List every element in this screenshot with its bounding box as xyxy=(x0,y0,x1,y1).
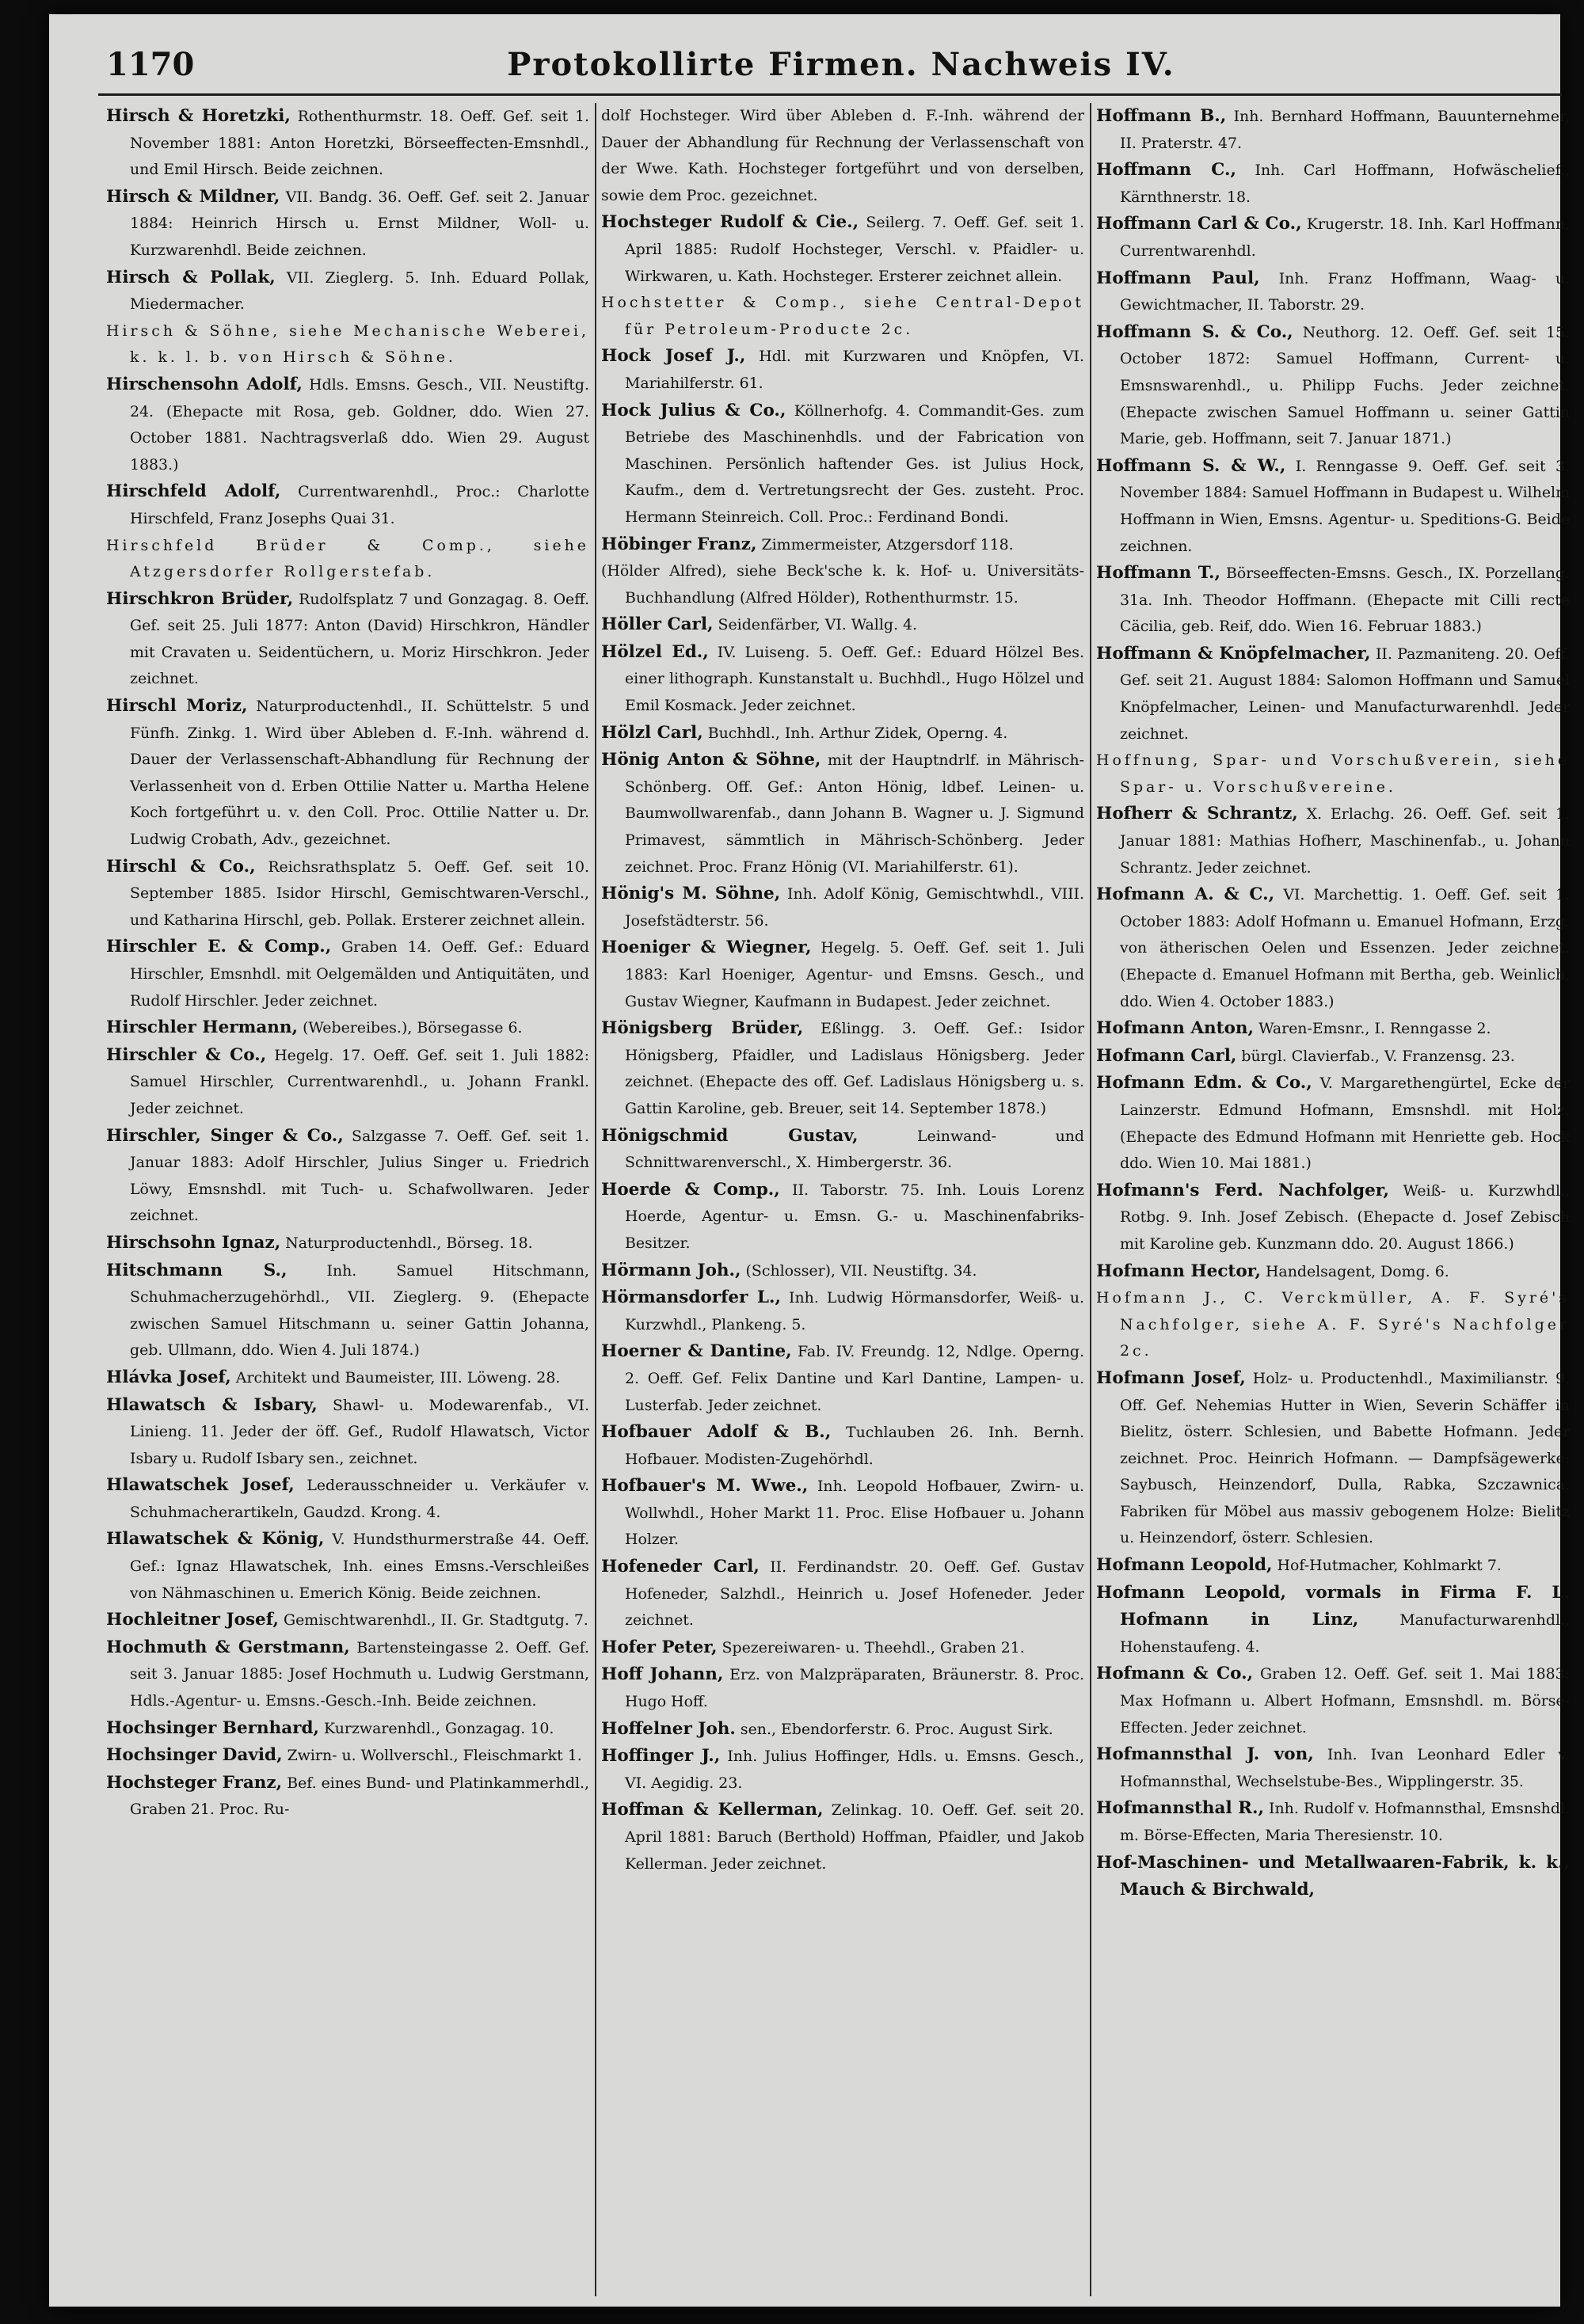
entry-firm-name: Hofmann & Co., xyxy=(1096,1664,1254,1684)
entry-text: Eßlingg. 3. Oeff. Gef.: Isidor Hönigsberg, Pfaidler, und Ladislaus Hönigsberg. Jeder zeichnet. (Ehepacte des off. Gef. Ladislaus Hönigsberg u. s. Gattin Karoline, geb. Breuer, seit 14. September 1878.) xyxy=(625,1020,1084,1117)
entry-firm-name: Hofmann Edm. & Co., xyxy=(1096,1073,1312,1094)
entry-firm-name: Hoffmann & Knöpfelmacher, xyxy=(1096,643,1371,664)
directory-entry xyxy=(106,264,589,318)
entry-text: Erz. von Malzpräparaten, Bräunerstr. 8. Proc. Hugo Hoff. xyxy=(625,1666,1084,1711)
directory-entry xyxy=(1096,103,1570,157)
entry-text: Buchhdl., Inh. Arthur Zidek, Operng. 4. xyxy=(707,724,1008,742)
directory-entry xyxy=(1096,157,1570,211)
directory-entry xyxy=(1096,1365,1570,1552)
entry-firm-name: Hofer Peter, xyxy=(601,1637,718,1657)
entry-firm-name: Hlawatsch & Isbary, xyxy=(106,1394,318,1415)
entry-text: Spezereiwaren- u. Theehdl., Graben 21. xyxy=(722,1638,1025,1656)
directory-entry xyxy=(106,533,589,586)
directory-entry xyxy=(601,290,1084,343)
entry-firm-name: Hoffmann Paul, xyxy=(1096,268,1260,288)
entry-firm-name: Hirschl & Co., xyxy=(106,856,256,877)
entry-text: Gemischtwarenhdl., II. Gr. Stadtgutg. 7. xyxy=(284,1611,588,1630)
directory-entry xyxy=(1096,1177,1570,1258)
directory-entry xyxy=(1096,641,1570,747)
column-divider xyxy=(1090,103,1091,2296)
entry-firm-name: Hofmann Leopold, vormals in Firma F. L. Hofmann in Linz, xyxy=(1096,1582,1570,1630)
entry-text: Weiß- u. Kurzwhdl., Rotbg. 9. Inh. Josef Zebisch. (Ehepacte d. Josef Zebisch mit Karoline geb. Kunzmann ddo. 20. August 1866.) xyxy=(1120,1181,1570,1253)
entry-firm-name: Hirsch & Horetzki, xyxy=(106,106,291,126)
directory-entry xyxy=(601,1123,1084,1177)
column-divider xyxy=(595,103,596,2296)
entry-text: II. Taborstr. 75. Inh. Louis Lorenz Hoerde, Agentur- u. Emsn. G.- u. Maschinenfabriks-Besitzer. xyxy=(625,1181,1084,1252)
entry-firm-name: Hofmann's Ferd. Nachfolger, xyxy=(1096,1180,1390,1200)
entry-text: Seidenfärber, VI. Wallg. 4. xyxy=(718,616,918,634)
directory-entry xyxy=(106,318,589,371)
directory-entry xyxy=(1096,1580,1570,1661)
directory-entry xyxy=(601,103,1084,209)
directory-entry xyxy=(106,1715,589,1743)
entry-text: mit der Hauptndrlf. in Mährisch-Schönberg. Off. Gef.: Anton Hönig, ldbef. Leinen- u. Baumwollwarenfab., dann Johann B. Wagner u. J. Sigmund Primavest, sämmtlich in Mährisch-Schönberg. Jeder zeichnet. Proc. Franz Hönig (VI. Mariahilferstr. 61). xyxy=(625,751,1084,876)
directory-entry xyxy=(1096,747,1570,801)
directory-entry xyxy=(1096,1043,1570,1071)
entry-text: Hirschfeld Brüder & Comp., siehe Atzgersdorfer Rollgerstefab. xyxy=(106,536,589,581)
entry-text: Inh. Rudolf v. Hofmannsthal, Emsnshdl. m. Börse-Effecten, Maria Theresienstr. 10. xyxy=(1120,1800,1570,1844)
entry-text: Inh. Samuel Hitschmann, Schuhmacherzugehörhdl., VII. Zieglerg. 9. (Ehepacte zwischen Samuel Hitschmann u. seiner Gattin Johanna, geb. Ullmann, ddo. Wien 4. Juli 1874.) xyxy=(130,1261,589,1360)
directory-entry xyxy=(106,1123,589,1230)
entry-firm-name: Hochsinger David, xyxy=(106,1745,283,1766)
directory-entry xyxy=(106,1014,589,1042)
directory-entry xyxy=(1096,1741,1570,1795)
entry-firm-name: Hoff Johann, xyxy=(601,1664,724,1685)
entry-text: Salzgasse 7. Oeff. Gef. seit 1. Januar 1883: Adolf Hirschler, Julius Singer u. Friedrich Löwy, Emsnshdl. mit Tuch- u. Schafwollwaren. Jeder zeichnet. xyxy=(130,1127,589,1225)
directory-entry xyxy=(1096,1070,1570,1177)
directory-entry xyxy=(601,1419,1084,1473)
entry-text: Hochstetter & Comp., siehe Central-Depot für Petroleum-Producte 2c. xyxy=(601,294,1084,338)
entry-text: VII. Zieglerg. 5. Inh. Eduard Pollak, Miedermacher. xyxy=(130,268,589,314)
directory-page xyxy=(49,14,1570,2307)
entry-firm-name: Hönig Anton & Söhne, xyxy=(601,750,821,770)
entry-text: Tuchlauben 26. Inh. Bernh. Hofbauer. Modisten-Zugehörhdl. xyxy=(625,1424,1084,1468)
directory-entry xyxy=(601,397,1084,531)
directory-entry xyxy=(1096,881,1570,1015)
entry-text: Seilerg. 7. Oeff. Gef. seit 1. April 1885: Rudolf Hochsteger, Verschl. v. Pfaidler- u. Wirkwaren, u. Kath. Hochsteger. Ersterer zeichnet allein. xyxy=(625,214,1084,285)
entry-firm-name: Hirschler Hermann, xyxy=(106,1017,299,1038)
entry-firm-name: Hock Julius & Co., xyxy=(601,400,786,420)
entry-firm-name: Hofmann Carl, xyxy=(1096,1045,1237,1066)
entry-text: Hofmann J., C. Verckmüller, A. F. Syré's Nachfolger, siehe A. F. Syré's Nachfolger 2c. xyxy=(1096,1289,1570,1360)
entry-text: X. Erlachg. 26. Oeff. Gef. seit 1. Januar 1881: Mathias Hofherr, Maschinenfab., u. Johann Schrantz. Jeder zeichnet. xyxy=(1120,805,1570,877)
entry-firm-name: Hölzel Ed., xyxy=(601,641,709,662)
directory-entry xyxy=(106,1634,589,1715)
entry-firm-name: Hönigschmid Gustav, xyxy=(601,1125,859,1146)
entry-firm-name: Hoeniger & Wiegner, xyxy=(601,938,812,958)
directory-entry xyxy=(601,639,1084,720)
entry-firm-name: Höller Carl, xyxy=(601,614,714,635)
entry-text: Hdls. Emsns. Gesch., VII. Neustiftg. 24. (Ehepacte mit Rosa, geb. Goldner, ddo. Wien 27. October 1881. Nachtragsverlaß ddo. Wien 29. August 1883.) xyxy=(130,375,589,474)
entry-firm-name: Hoerde & Comp., xyxy=(601,1179,780,1200)
directory-entry xyxy=(601,209,1084,290)
entry-text: Bartensteingasse 2. Oeff. Gef. seit 3. Januar 1885: Josef Hochmuth u. Ludwig Gerstmann, Hdls.-Agentur- u. Emsns.-Gesch.-Inh. Beide zeichnen. xyxy=(130,1638,589,1710)
entry-text: Waren-Emsnr., I. Renngasse 2. xyxy=(1258,1020,1491,1038)
directory-entry xyxy=(106,1230,589,1257)
entry-text: Inh. Adolf König, Gemischtwhdl., VIII. Josefstädterstr. 56. xyxy=(625,885,1084,930)
entry-firm-name: Hirschler E. & Comp., xyxy=(106,937,332,957)
entry-firm-name: Hirsch & Mildner, xyxy=(106,186,280,207)
entry-text: Fab. IV. Freundg. 12, Ndlge. Operng. 2. Oeff. Gef. Felix Dantine und Karl Dantine, Lampen- u. Lusterfab. Jeder zeichnet. xyxy=(625,1343,1084,1414)
entry-text: (Hölder Alfred), siehe Beck'sche k. k. Hof- u. Universitäts-Buchhandlung (Alfred Hölder), Rothenthurmstr. 15. xyxy=(601,562,1084,607)
entry-text: Graben 14. Oeff. Gef.: Eduard Hirschler, Emsnhdl. mit Oelgemälden und Antiquitäten, und Rudolf Hirschler. Jeder zeichnet. xyxy=(130,938,589,1010)
page-title: Protokollirte Firmen. Nachweis IV. xyxy=(507,46,1175,83)
directory-entry xyxy=(601,1634,1084,1662)
directory-entry xyxy=(1096,560,1570,641)
entry-text: Zelinkag. 10. Oeff. Gef. seit 20. April 1881: Baruch (Berthold) Hoffman, Pfaidler, und Jakob Kellerman. Jeder zeichnet. xyxy=(625,1801,1084,1873)
directory-entry xyxy=(106,693,589,854)
entry-text: Lederausschneider u. Verkäufer v. Schuhmacherartikeln, Gaudzd. Krong. 4. xyxy=(130,1477,589,1521)
entry-text: Shawl- u. Modewarenfab., VI. Linieng. 11. Jeder der öff. Gef., Rudolf Hlawatsch, Victor Isbary u. Rudolf Isbary sen., zeichnet. xyxy=(130,1396,589,1467)
column-2 xyxy=(601,103,1084,2296)
entry-firm-name: Hock Josef J., xyxy=(601,346,746,367)
entry-text: Inh. Julius Hoffinger, Hdls. u. Emsns. Gesch., VI. Aegidig. 23. xyxy=(625,1748,1084,1792)
entry-text: Hegelg. 5. Oeff. Gef. seit 1. Juli 1883: Karl Hoeniger, Agentur- und Emsns. Gesch., und Gustav Wiegner, Kaufmann in Budapest. Jeder zeichnet. xyxy=(625,939,1084,1010)
directory-entry xyxy=(1096,1795,1570,1849)
entry-firm-name: Hochsteger Rudolf & Cie., xyxy=(601,212,859,233)
entry-text: VII. Bandg. 36. Oeff. Gef. seit 2. Januar 1884: Heinrich Hirsch u. Ernst Mildner, Woll- u. Kurzwarenhdl. Beide zeichnen. xyxy=(130,188,589,259)
entry-firm-name: Hoffinger J., xyxy=(601,1746,721,1767)
entry-firm-name: Hirschler & Co., xyxy=(106,1044,267,1065)
directory-entry xyxy=(601,1554,1084,1634)
entry-firm-name: Hoffman & Kellerman, xyxy=(601,1800,824,1820)
directory-entry xyxy=(1096,1660,1570,1741)
directory-entry xyxy=(106,1742,589,1770)
directory-entry xyxy=(106,1392,589,1473)
directory-entry xyxy=(601,343,1084,397)
entry-text: Handelsagent, Domg. 6. xyxy=(1265,1262,1449,1280)
entry-firm-name: Hofmann Anton, xyxy=(1096,1018,1255,1039)
directory-entry xyxy=(601,531,1084,559)
directory-entry xyxy=(1096,1850,1570,1904)
entry-firm-name: Hölzl Carl, xyxy=(601,722,703,743)
directory-entry xyxy=(106,1257,589,1364)
entry-text: Inh. Ivan Leonhard Edler v. Hofmannsthal, Wechselstube-Bes., Wipplingerstr. 35. xyxy=(1120,1746,1570,1790)
entry-firm-name: Hoffmann B., xyxy=(1096,106,1227,126)
directory-entry xyxy=(106,854,589,934)
entry-text: Inh. Leopold Hofbauer, Zwirn- u. Wollwhdl., Hoher Markt 11. Proc. Elise Hofbauer u. Johann Holzer. xyxy=(625,1478,1084,1549)
entry-text: VI. Marchettig. 1. Oeff. Gef. seit 1. October 1883: Adolf Hofmann u. Emanuel Hofmann, Erzg. von ätherischen Oelen und Essenzen. Jeder zeichnet. (Ehepacte d. Emanuel Hofmann mit Bertha, geb. Weinlich, ddo. Wien 4. October 1883.) xyxy=(1120,886,1570,1010)
entry-text: Hof-Hutmacher, Kohlmarkt 7. xyxy=(1277,1557,1502,1575)
entry-firm-name: Hörmansdorfer L., xyxy=(601,1288,781,1308)
entry-firm-name: Hitschmann S., xyxy=(106,1260,287,1280)
entry-firm-name: Hlávka Josef, xyxy=(106,1367,231,1387)
entry-text: Hirsch & Söhne, siehe Mechanische Weberei, k. k. l. b. von Hirsch & Söhne. xyxy=(106,321,589,367)
entry-text: Leinwand- und Schnittwarenverschl., X. Himbergerstr. 36. xyxy=(625,1127,1084,1172)
entry-firm-name: Hirschl Moriz, xyxy=(106,696,248,717)
directory-entry xyxy=(601,881,1084,934)
directory-entry xyxy=(601,1716,1084,1744)
entry-firm-name: Hoffelner Joh. xyxy=(601,1718,736,1739)
entry-text: Reichsrathsplatz 5. Oeff. Gef. seit 10. September 1885. Isidor Hirschl, Gemischtwaren-Verschl., und Katharina Hirschl, geb. Pollak. Ersterer zeichnet allein. xyxy=(130,858,589,929)
entry-text: Inh. Carl Hoffmann, Hofwäschelief., Kärnthnerstr. 18. xyxy=(1120,162,1570,206)
entry-text: Kurzwarenhdl., Gonzagag. 10. xyxy=(324,1719,554,1737)
directory-entry xyxy=(106,1770,589,1824)
directory-entry xyxy=(1096,1552,1570,1580)
entry-text: Currentwarenhdl., Proc.: Charlotte Hirschfeld, Franz Josephs Quai 31. xyxy=(130,483,589,527)
directory-entry xyxy=(601,1797,1084,1877)
entry-text: V. Margarethengürtel, Ecke der Lainzerstr. Edmund Hofmann, Emsnshdl. mit Holz. (Ehepacte des Edmund Hofmann mit Henriette geb. Hock ddo. Wien 10. Mai 1881.) xyxy=(1120,1075,1570,1173)
directory-entry xyxy=(1096,1015,1570,1043)
entry-firm-name: Hoffmann T., xyxy=(1096,563,1220,584)
entry-text: Naturproductenhdl., Börseg. 18. xyxy=(285,1234,533,1252)
entry-firm-name: Hönig's M. Söhne, xyxy=(601,884,781,904)
entry-text: sen., Ebendorferstr. 6. Proc. August Sirk. xyxy=(740,1720,1053,1738)
directory-entry xyxy=(601,1338,1084,1419)
entry-text: Hegelg. 17. Oeff. Gef. seit 1. Juli 1882: Samuel Hirschler, Currentwarenhdl., u. Johann Frankl. Jeder zeichnet. xyxy=(130,1046,589,1117)
directory-entry xyxy=(106,1607,589,1634)
entry-text: Rudolfsplatz 7 und Gonzagag. 8. Oeff. Gef. seit 25. Juli 1877: Anton (David) Hirschkron, Händler mit Cravaten u. Seidentüchern, u. Moriz Hirschkron. Jeder zeichnet. xyxy=(130,590,589,688)
entry-firm-name: Hönigsberg Brüder, xyxy=(601,1018,804,1039)
header-rule xyxy=(98,93,1562,96)
entry-firm-name: Hochmuth & Gerstmann, xyxy=(106,1637,350,1657)
entry-text: I. Renngasse 9. Oeff. Gef. seit 3. November 1884: Samuel Hoffmann in Budapest u. Wilhelm Hoffmann in Wien, Emsns. Agentur- u. Speditions-G. Beide zeichnen. xyxy=(1120,457,1570,555)
entry-text: Hoffnung, Spar- und Vorschußverein, siehe Spar- u. Vorschußvereine. xyxy=(1096,751,1570,796)
directory-entry xyxy=(106,184,589,264)
entry-text: Zimmermeister, Atzgersdorf 118. xyxy=(761,535,1014,553)
entry-text: Bef. eines Bund- und Platinkammerhdl., Graben 21. Proc. Ru- xyxy=(130,1774,589,1819)
directory-entry xyxy=(601,1257,1084,1285)
directory-entry xyxy=(1096,1258,1570,1286)
entry-firm-name: Hirschfeld Adolf, xyxy=(106,481,281,502)
entry-firm-name: Höbinger Franz, xyxy=(601,534,757,554)
entry-text: Rothenthurmstr. 18. Oeff. Gef. seit 1. November 1881: Anton Horetzki, Börseeffecten-Emsnhdl., und Emil Hirsch. Beide zeichnen. xyxy=(130,108,589,179)
entry-text: (Webereibes.), Börsegasse 6. xyxy=(303,1019,523,1037)
entry-firm-name: Hoffmann S. & W., xyxy=(1096,455,1286,476)
directory-entry xyxy=(106,1042,589,1123)
directory-entry xyxy=(601,1284,1084,1338)
entry-firm-name: Hof-Maschinen- und Metallwaaren-Fabrik, k. k., Mauch & Birchwald, xyxy=(1096,1852,1570,1900)
entry-text: V. Hundsthurmerstraße 44. Oeff. Gef.: Ignaz Hlawatschek, Inh. eines Emsns.-Verschleißes von Nähmaschinen u. Emerich König. Beide zeichnen. xyxy=(130,1531,589,1602)
directory-entry xyxy=(601,747,1084,881)
entry-text: Inh. Franz Hoffmann, Waag- u. Gewichtmacher, II. Taborstr. 29. xyxy=(1120,269,1570,314)
entry-firm-name: Hochsteger Franz, xyxy=(106,1772,283,1793)
entry-text: Zwirn- u. Wollverschl., Fleischmarkt 1. xyxy=(287,1747,582,1765)
entry-firm-name: Hofmann Josef, xyxy=(1096,1367,1246,1388)
column-3 xyxy=(1096,103,1570,2296)
directory-entry xyxy=(1096,265,1570,319)
directory-entry xyxy=(1096,211,1570,264)
entry-text: dolf Hochsteger. Wird über Ableben d. F.-Inh. während der Dauer der Abhandlung für Rechnung der Verlassenschaft von der Wwe. Kath. Hochsteger fortgeführt und von derselben, sowie dem Proc. gezeichnet. xyxy=(601,107,1084,204)
entry-firm-name: Hirschler, Singer & Co., xyxy=(106,1125,344,1146)
entry-text: Krugerstr. 18. Inh. Karl Hoffmann, Currentwarenhdl. xyxy=(1120,215,1570,260)
entry-text: Architekt und Baumeister, III. Löweng. 28. xyxy=(235,1368,561,1386)
directory-entry xyxy=(106,371,589,478)
entry-firm-name: Hofmannsthal J. von, xyxy=(1096,1744,1314,1765)
entry-firm-name: Hofbauer's M. Wwe., xyxy=(601,1476,809,1497)
directory-entry xyxy=(601,1177,1084,1257)
directory-entry xyxy=(601,720,1084,747)
entry-firm-name: Hoffmann Carl & Co., xyxy=(1096,214,1302,234)
page-number: 1170 xyxy=(106,46,195,83)
entry-firm-name: Hoerner & Dantine, xyxy=(601,1341,792,1362)
entry-firm-name: Hofmann A. & C., xyxy=(1096,884,1275,905)
entry-firm-name: Hlawatschek Josef, xyxy=(106,1475,295,1496)
directory-entry xyxy=(601,1661,1084,1715)
directory-entry xyxy=(601,611,1084,639)
entry-firm-name: Hofmannsthal R., xyxy=(1096,1798,1264,1819)
entry-firm-name: Hochleitner Josef, xyxy=(106,1610,280,1630)
entry-firm-name: Hofherr & Schrantz, xyxy=(1096,804,1298,824)
directory-entry xyxy=(1096,801,1570,881)
entry-firm-name: Hofeneder Carl, xyxy=(601,1557,760,1577)
directory-entry xyxy=(601,1743,1084,1797)
entry-firm-name: Hoffmann C., xyxy=(1096,160,1236,181)
entry-text: Inh. Ludwig Hörmansdorfer, Weiß- u. Kurzwhdl., Plankeng. 5. xyxy=(625,1289,1084,1333)
directory-entry xyxy=(106,1472,589,1526)
entry-text: II. Ferdinandstr. 20. Oeff. Gef. Gustav Hofeneder, Salzhdl., Heinrich u. Josef Hofeneder. Jeder zeichnet. xyxy=(625,1558,1084,1630)
entry-firm-name: Hörmann Joh., xyxy=(601,1260,741,1280)
directory-entry xyxy=(601,934,1084,1015)
directory-entry xyxy=(1096,453,1570,560)
directory-entry xyxy=(106,478,589,532)
directory-entry xyxy=(601,1473,1084,1554)
entry-text: Inh. Bernhard Hoffmann, Bauunternehmer, II. Praterstr. 47. xyxy=(1120,108,1570,152)
directory-entry xyxy=(601,558,1084,611)
entry-text: Naturproductenhdl., II. Schüttelstr. 5 und Fünfh. Zinkg. 1. Wird über Ableben d. F.-Inh. während d. Dauer der Verlassenschaft-Abhandlung für Rechnung der Verlassenheit von d. Erben Ottilie Natter u. Martha Helene Koch fortgeführt u. v. den Coll. Proc. Ottilie Natter u. Dr. Ludwig Crobath, Adv., gezeichnet. xyxy=(130,698,589,849)
entry-firm-name: Hofmann Leopold, xyxy=(1096,1555,1273,1576)
entry-text: bürgl. Clavierfab., V. Franzensg. 23. xyxy=(1241,1047,1515,1065)
entry-text: Graben 12. Oeff. Gef. seit 1. Mai 1883: Max Hofmann u. Albert Hofmann, Emsnshdl. m. Börse-Effecten. Jeder zeichnet. xyxy=(1120,1665,1570,1736)
entry-text: Manufacturwarenhdl., Hohenstaufeng. 4. xyxy=(1120,1611,1570,1656)
entry-firm-name: Hirschensohn Adolf, xyxy=(106,374,303,394)
entry-firm-name: Hoffmann S. & Co., xyxy=(1096,321,1293,342)
entry-text: Hdl. mit Kurzwaren und Knöpfen, VI. Mariahilferstr. 61. xyxy=(625,348,1084,392)
entry-firm-name: Hirschkron Brüder, xyxy=(106,588,294,609)
directory-entry xyxy=(106,103,589,184)
entry-text: Börseeffecten-Emsns. Gesch., IX. Porzellang. 31a. Inh. Theodor Hoffmann. (Ehepacte mit Cilli recte Cäcilia, geb. Reif, ddo. Wien 16. Februar 1883.) xyxy=(1120,565,1570,636)
directory-entry xyxy=(1096,1285,1570,1365)
entry-text: Neuthorg. 12. Oeff. Gef. seit 15. October 1872: Samuel Hoffmann, Current- u. Emsnswarenhdl., u. Philipp Fuchs. Jeder zeichnet. (Ehepacte zwischen Samuel Hoffmann u. seiner Gattin Marie, geb. Hoffmann, seit 7. Januar 1871.) xyxy=(1120,323,1570,448)
directory-entry xyxy=(106,586,589,693)
entry-text: (Schlosser), VII. Neustiftg. 34. xyxy=(745,1261,977,1280)
directory-entry xyxy=(1096,319,1570,453)
entry-text: Holz- u. Productenhdl., Maximilianstr. 9. Off. Gef. Nehemias Hutter in Wien, Severin Schäffer in Bielitz, österr. Schlesien, und Babette Hofmann. Jeder zeichnet. Proc. Heinrich Hofmann. — Dampfsägewerke: Saybusch, Heinzendorf, Dulla, Rabka, Szczawnica. Fabriken für Möbel aus massiv gebogenem Holze: Bielitz u. Heinzendorf, österr. Schlesien. xyxy=(1120,1369,1570,1547)
entry-text: II. Pazmaniteng. 20. Oeff. Gef. seit 21. August 1884: Salomon Hoffmann und Samuel Knöpfelmacher, Leinen- und Manufacturwarenhdl. Jeder zeichnet. xyxy=(1120,645,1570,743)
directory-entry xyxy=(106,1364,589,1392)
entry-text: IV. Luiseng. 5. Oeff. Gef.: Eduard Hölzel Bes. einer lithograph. Kunstanstalt u. Buchhdl., Hugo Hölzel und Emil Kosmack. Jeder zeichnet. xyxy=(625,643,1084,715)
entry-firm-name: Hirsch & Pollak, xyxy=(106,267,276,287)
directory-entry xyxy=(601,1015,1084,1122)
entry-firm-name: Hofbauer Adolf & B., xyxy=(601,1422,832,1443)
directory-entry xyxy=(106,934,589,1014)
entry-firm-name: Hochsinger Bernhard, xyxy=(106,1717,320,1738)
entry-firm-name: Hirschsohn Ignaz, xyxy=(106,1232,281,1253)
entry-firm-name: Hlawatschek & König, xyxy=(106,1529,325,1550)
column-1 xyxy=(106,103,589,2296)
directory-entry xyxy=(106,1526,589,1607)
entry-firm-name: Hofmann Hector, xyxy=(1096,1261,1261,1281)
entry-text: Köllnerhofg. 4. Commandit-Ges. zum Betriebe des Maschinenhdls. und der Fabrication von Maschinen. Persönlich haftender Ges. ist Julius Hock, Kaufm., dem d. Vertretungsrecht der Ges. zusteht. Proc. Hermann Steinreich. Coll. Proc.: Ferdinand Bondi. xyxy=(625,401,1084,526)
